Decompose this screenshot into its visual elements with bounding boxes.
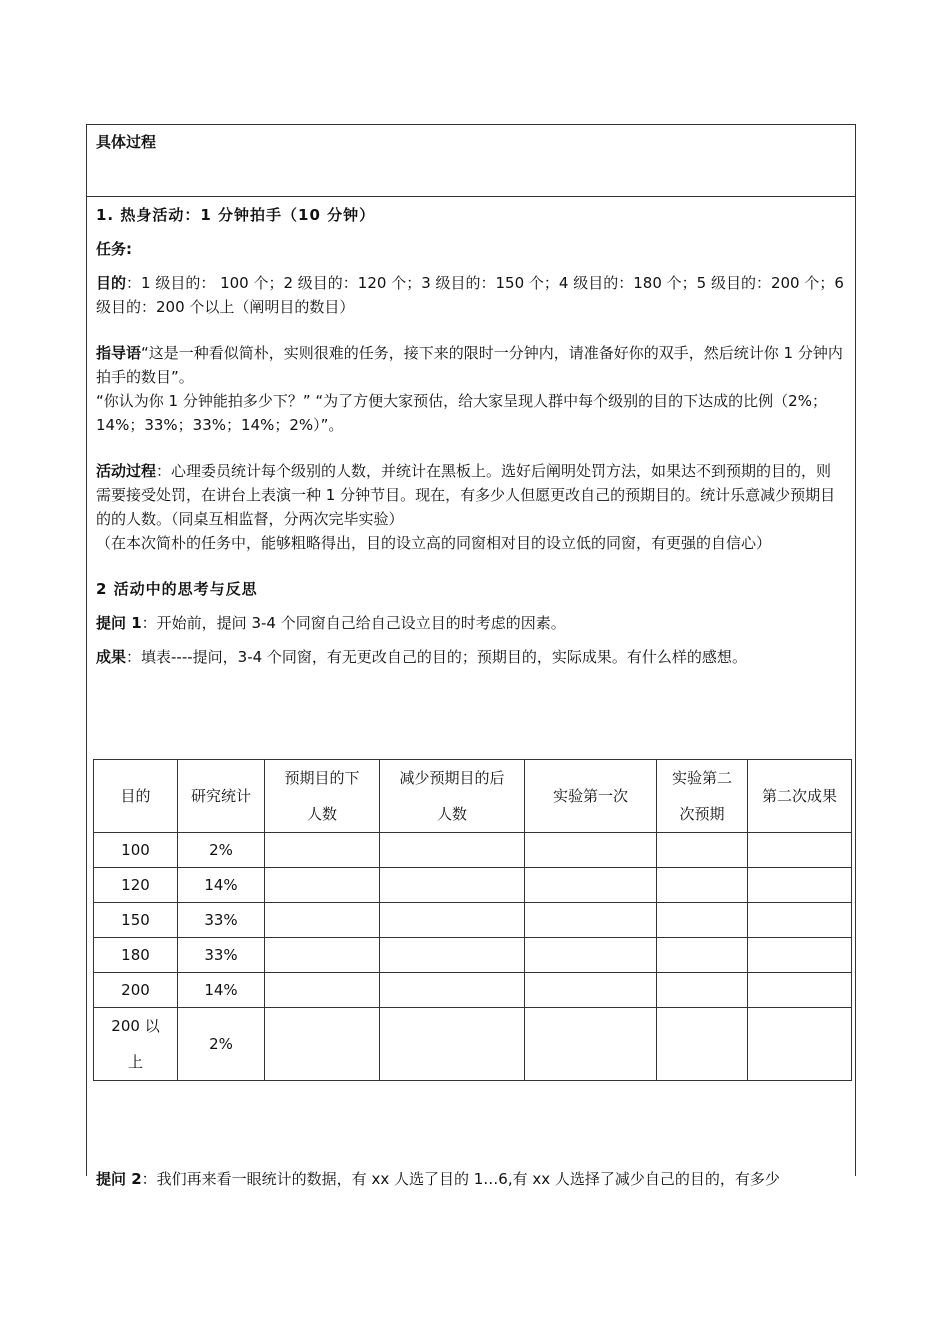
- goal-paragraph: [96, 271, 846, 319]
- table-row: [94, 938, 852, 973]
- goal-label: 目的: [96, 274, 127, 292]
- cell-goal: 100: [94, 833, 178, 868]
- cell-stat: 14%: [178, 868, 265, 903]
- header-row: [87, 125, 855, 197]
- result-label: 成果: [96, 648, 127, 666]
- table-row: [94, 868, 852, 903]
- result-text: ：填表----提问，3-4 个同窗，有无更改自己的目的；预期目的，实际成果。有什么样的感想。: [126, 648, 747, 666]
- cell-stat: 14%: [178, 973, 265, 1008]
- section2-title: 2 活动中的思考与反思: [96, 580, 258, 598]
- result-paragraph: [96, 645, 846, 669]
- q2-text: ：我们再来看一眼统计的数据，有 xx 人选了目的 1…6,有 xx 人选择了减少自己的目的，有多少: [141, 1170, 780, 1188]
- table-row: [94, 1008, 852, 1081]
- guide-paragraph: [96, 341, 846, 389]
- col-exp1: 实验第一次: [525, 760, 657, 833]
- col-exp2: 实验第二 次预期: [657, 760, 748, 833]
- process-label: 活动过程: [96, 462, 157, 480]
- col-expected: 预期目的下 人数: [265, 760, 380, 833]
- cell-stat: 2%: [178, 833, 265, 868]
- table-row: [94, 903, 852, 938]
- table-row: [94, 973, 852, 1008]
- table-row: [94, 833, 852, 868]
- section1-title: 1. 热身活动：1 分钟拍手（10 分钟）: [96, 206, 376, 224]
- guide-paragraph-2: “你认为你 1 分钟能拍多少下？” “为了方便大家预估，给大家呈现人群中每个级别的目的下达成的比例（2%；14%；33%；33%；14%；2%）”。: [96, 392, 827, 434]
- q1-paragraph: [96, 611, 846, 635]
- col-stat: 研究统计: [178, 760, 265, 833]
- cell-stat: 33%: [178, 903, 265, 938]
- cell-goal: 150: [94, 903, 178, 938]
- process-text: ：心理委员统计每个级别的人数，并统计在黑板上。选好后阐明处罚方法，如果达不到预期的目的，则需要接受处罚，在讲台上表演一种 1 分钟节目。现在，有多少人但愿更改自己的预期目的。统计乐意减少预期目的的人数。（同桌互相监督，分两次完毕实验）: [96, 462, 836, 528]
- cell-goal: 120: [94, 868, 178, 903]
- goal-stats-table: [93, 759, 852, 1081]
- table-header-row: [94, 760, 852, 833]
- cell-goal: 200 以 上: [94, 1008, 178, 1081]
- guide-label: 指导语: [96, 344, 142, 362]
- header-title: 具体过程: [96, 133, 157, 151]
- task-label: 任务:: [96, 240, 132, 258]
- document-frame: [86, 124, 856, 1188]
- col-goal: 目的: [94, 760, 178, 833]
- goal-text: ：1 级目的： 100 个；2 级目的：120 个；3 级目的：150 个；4 级目的：180 个；5 级目的：200 个；6 级目的：200 个以上（阐明目的数目）: [96, 274, 844, 316]
- process-paragraph: [96, 459, 846, 531]
- q1-text: ：开始前，提问 3-4 个同窗自己给自己设立目的时考虑的因素。: [141, 614, 566, 632]
- guide-text: “这是一种看似简朴，实则很难的任务，接下来的限时一分钟内，请准备好你的双手，然后统计你 1 分钟内拍手的数目”。: [96, 344, 843, 386]
- cell-stat: 2%: [178, 1008, 265, 1081]
- cell-goal: 200: [94, 973, 178, 1008]
- col-result2: 第二次成果: [748, 760, 852, 833]
- q2-paragraph: [96, 1168, 851, 1189]
- col-reduced: 减少预期目的后 人数: [380, 760, 525, 833]
- cell-goal: 180: [94, 938, 178, 973]
- content-block: [87, 197, 855, 669]
- cell-stat: 33%: [178, 938, 265, 973]
- process-note: （在本次简朴的任务中，能够粗略得出，目的设立高的同窗相对目的设立低的同窗，有更强的自信心）: [96, 534, 772, 552]
- q1-label: 提问 1: [96, 614, 142, 632]
- q2-label: 提问 2: [96, 1170, 142, 1188]
